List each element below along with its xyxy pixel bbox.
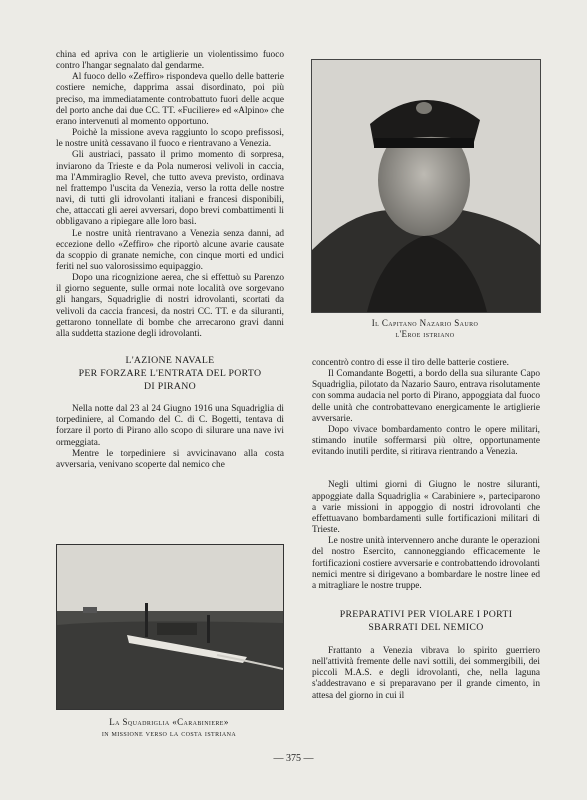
- portrait-caption: [311, 318, 539, 340]
- caption-line: La Squadriglia «Carabiniere»: [109, 717, 229, 727]
- section-heading-pirano: L'AZIONE NAVALE PER FORZARE L'ENTRATA DEL PORTO DI PIRANO: [78, 355, 262, 393]
- paragraph: Negli ultimi giorni di Giugno le nostre siluranti, appoggiate dalla Squadriglia « Carabiniere », parteciparono a varie missioni in appoggio di nostri idrovolanti che effettuavano bombardamenti sulle fortificazioni militari di Trieste.: [312, 480, 540, 536]
- portrait-photo-nazario-sauro: [311, 59, 541, 313]
- paragraph: Al fuoco dello «Zeffiro» rispondeva quello delle batterie costiere nemiche, dapprima assai disordinato, poi più preciso, ma immediatamente controbattuto fuori delle acque del porto anche dai due CC. TT. «Fuciliere» ed «Alpino» che erano intervenuti al momento opportuno.: [56, 72, 284, 127]
- caption-line: l'Eroe istriano: [395, 329, 455, 339]
- paragraph: china ed apriva con le artiglierie un violentissimo fuoco contro l'hangar segnalato dal gendarme.: [56, 50, 284, 72]
- ships-caption: [56, 717, 282, 739]
- paragraph: concentrò contro di esse il tiro delle batterie costiere.: [312, 358, 509, 368]
- paragraph: Le nostre unità intervennero anche durante le operazioni del nostro Esercito, cannoneggiando efficacemente le fortificazioni costiere avversarie e controbattendo idrovolanti nemici mentre si dirigevano a bombardare le nostre linee ed a mitragliare le nostre truppe.: [312, 536, 540, 591]
- paragraph: Le nostre unità rientravano a Venezia senza danni, ad eccezione dello «Zeffiro» che riportò alcune avarie causate da scoppio di granate nemiche, con cinque morti ed undici feriti nel suo valorosissimo equipaggio.: [56, 228, 284, 272]
- page-number: — 375 —: [273, 753, 314, 764]
- paragraph: Dopo vivace bombardamento contro le opere militari, stimando inutile soffermarsi più oltre, opportunamente evitando inutili perdite, si ritirava rientrando a Venezia.: [312, 424, 540, 458]
- paragraph: Mentre le torpediniere si avvicinavano alla costa avversaria, venivano scoperte dal nemico che: [56, 448, 284, 470]
- section-heading-preparativi: PREPARATIVI PER VIOLARE I PORTI SBARRATI DEL NEMICO: [339, 608, 513, 633]
- torpedo-boats-photo: [56, 544, 284, 710]
- paragraph: Nella notte dal 23 al 24 Giugno 1916 una Squadriglia di torpediniere, al Comando del C. di C. Bogetti, tentava di forzare il porto di Pirano allo scopo di silurare una nave ivi ormeggiata.: [56, 404, 284, 448]
- left-text-column: [56, 50, 284, 471]
- paragraph: Dopo una ricognizione aerea, che si effettuò su Parenzo il giorno seguente, sulle ormai note località ove sorgevano gli hangars, Squadriglie di nostri idrovolanti, scortati da velivoli da caccia francesi, da nostri CC. TT. e da siluranti, gettarono tonnellate di bombe che arrecarono gravi danni alla suddetta stazione degli idrovolanti.: [56, 273, 284, 339]
- paragraph: Il Comandante Bogetti, a bordo della sua silurante Capo Squadriglia, pilotato da Nazario Sauro, entrava risolutamente con somma audacia nel porto di Pirano, appoggiata dal fuoco delle unità che controbattevano energicamente le artiglierie avversarie.: [312, 369, 540, 424]
- paragraph: Frattanto a Venezia vibrava lo spirito guerriero nell'attività fremente delle navi sottili, dei sommergibili, dei piccoli M.A.S. e degli idrovolanti, che, nella laguna s'addestravano e si preparavano per il grande cimento, in attesa del giorno in cui il: [312, 645, 540, 701]
- caption-line: in missione verso la costa istriana: [101, 728, 237, 738]
- right-text-column: [312, 358, 540, 702]
- paragraph: Poichè la missione aveva raggiunto lo scopo prefissosi, le nostre unità cessavano il fuoco e rientravano a Venezia.: [56, 128, 284, 150]
- caption-line: Il Capitano Nazario Sauro: [371, 318, 479, 328]
- paragraph: Gli austriaci, passato il primo momento di sorpresa, inviarono da Trieste e da Pola numerosi velivoli in caccia, ma l'Ammiraglio Revel, che tutto aveva previsto, ordinava nel frattempo l'uscita da Venezia, verso la rotta delle nostre navi, di tutti gli idrovolanti italiani e francesi disponibili, che, attaccati gli aerei avversari, dopo brevi combattimenti li obbligavano a ripiegare alle loro basi.: [56, 150, 284, 228]
